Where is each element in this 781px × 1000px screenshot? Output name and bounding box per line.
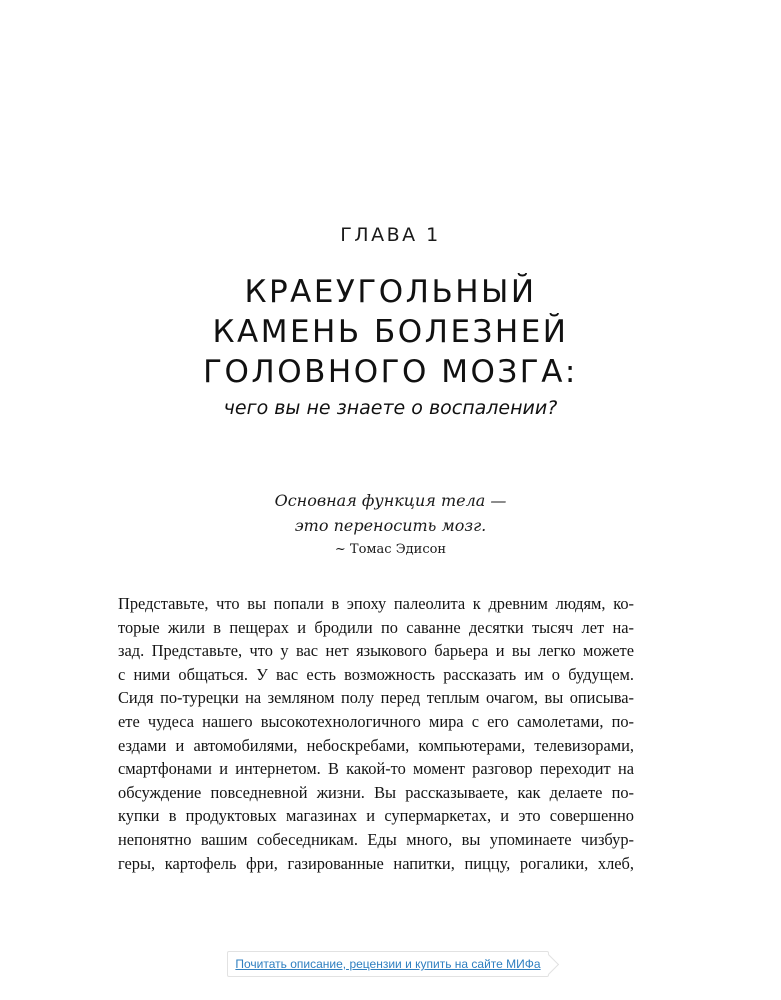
body-line: купки в продуктовых магазинах и супермаркетах, и это совершенно (118, 806, 634, 826)
epigraph-line: это переносить мозг. (294, 516, 487, 535)
body-line: смартфонами и интернетом. В какой-то момент разговор переходит на (118, 759, 634, 779)
body-line: Представьте, что вы попали в эпоху палеолита к древним людям, ко- (118, 594, 634, 613)
body-line: обсуждение повседневной жизни. Вы рассказываете, как делаете по- (118, 782, 634, 802)
body-line: непонятно вашим собеседникам. Еды много, вы упоминаете чизбур- (118, 829, 634, 849)
chapter-label: ГЛАВА 1 (340, 224, 441, 246)
chapter-title-line: КАМЕНЬ БОЛЕЗНЕЙ (212, 314, 569, 350)
epigraph-line: Основная функция тела — (274, 491, 507, 510)
purchase-link[interactable]: Почитать описание, рецензии и купить на сайте МИФа (235, 957, 541, 971)
body-line: с ними общаться. У вас есть возможность рассказать им о будущем. (118, 664, 634, 684)
chapter-title (0, 272, 781, 392)
chapter-title-line: КРАЕУГОЛЬНЫЙ (244, 274, 537, 310)
body-line: геры, картофель фри, газированные напитки, пиццу, рогалики, хлеб, (118, 853, 634, 873)
body-line: зад. Представьте, что у вас нет языкового барьера и вы легко можете (118, 641, 634, 661)
body-line: ездами и автомобилями, небоскребами, компьютерами, телевизорами, (118, 735, 634, 755)
epigraph-author: ~ Томас Эдисон (334, 542, 447, 557)
body-paragraph (118, 592, 634, 875)
body-line: Сидя по-турецки на земляном полу перед теплым очагом, вы описыва- (118, 688, 634, 708)
footer-link-banner[interactable] (227, 951, 549, 977)
body-line: торые жили в пещерах и бродили по саванне десятки тысяч лет на- (118, 617, 634, 637)
chapter-subtitle: чего вы не знаете о воспалении? (223, 397, 558, 419)
body-line: ете чудеса нашего высокотехнологичного мира с его самолетами, по- (118, 711, 634, 731)
chapter-title-line: ГОЛОВНОГО МОЗГА: (203, 354, 578, 390)
epigraph-quote (0, 488, 781, 538)
